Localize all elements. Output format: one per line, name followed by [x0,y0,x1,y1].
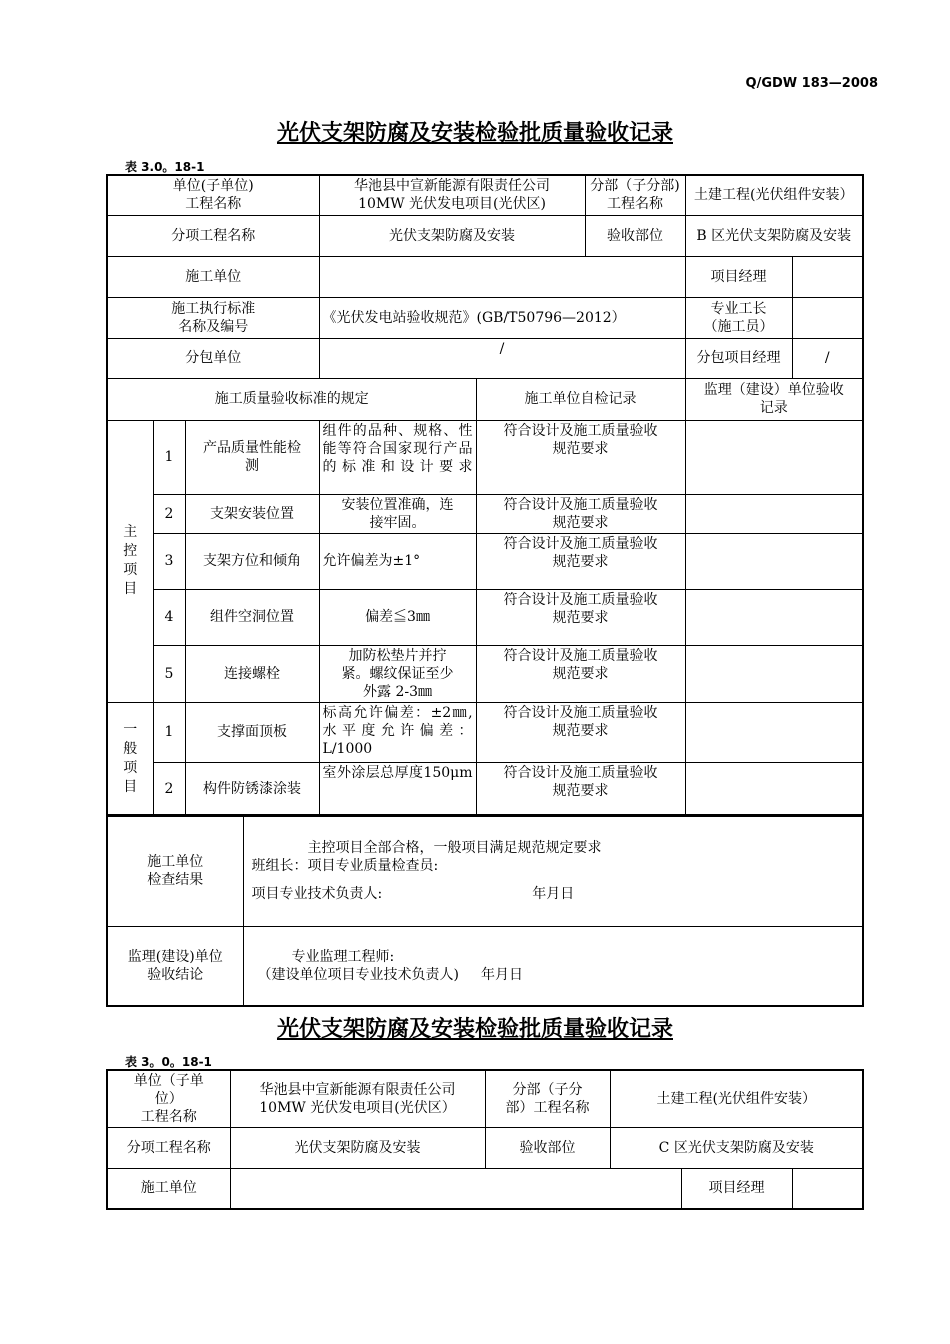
item-name: 组件空洞位置 [185,589,319,645]
std-label: 施工执行标准 名称及编号 [107,297,319,338]
inspection-record-table [106,174,864,817]
subcontractor-value: / [319,338,685,378]
item-name: 连接螺栓 [185,645,319,702]
item-no: 2 [153,494,185,533]
table-number: 表 3.0。18-1 [125,160,205,174]
unit-value: 华池县中宣新能源有限责任公司 10MW 光伏发电项目(光伏区) [319,175,585,215]
contractor-label: 施工单位 [107,1169,230,1209]
item-supervisor-record [685,762,863,816]
item-requirement: 允许偏差为±1° [319,533,476,589]
unit-label: 单位（子单 位） 工程名称 [107,1070,230,1128]
item-self-check: 符合设计及施工质量验收 规范要求 [476,533,685,589]
item-no: 3 [153,533,185,589]
head-self: 施工单位自检记录 [476,378,685,420]
conclusion-date: 年月日 [480,966,523,983]
item-supervisor-record [685,494,863,533]
sub-label: 分项工程名称 [107,215,319,256]
result-content [243,815,863,926]
unit-value: 华池县中宣新能源有限责任公司 10MW 光伏发电项目(光伏区） [230,1070,485,1128]
pm-label: 项目经理 [681,1169,792,1209]
part-label: 分部（子分 部）工程名称 [485,1070,610,1128]
item-supervisor-record [685,420,863,494]
item-self-check: 符合设计及施工质量验收 规范要求 [476,589,685,645]
item-supervisor-record [685,533,863,589]
sub-value: 光伏支架防腐及安装 [319,215,585,256]
inspection-record-table-2 [106,1069,864,1210]
item-self-check: 符合设计及施工质量验收 规范要求 [476,645,685,702]
sub-pm-label: 分包项目经理 [685,338,792,378]
item-requirement: 室外涂层总厚度150μm [319,762,476,816]
result-line-2: 班组长：项目专业质量检查员: [251,857,439,874]
pm-value [792,256,863,297]
result-date: 年月日 [532,885,575,902]
result-line-1: 主控项目全部合格，一般项目满足规范规定要求 [307,839,602,856]
item-requirement: 安装位置准确，连 接牢固。 [319,494,476,533]
item-name: 支架方位和倾角 [185,533,319,589]
sub-pm-value: / [792,338,863,378]
sub-label: 分项工程名称 [107,1128,230,1169]
result-table [106,814,864,1007]
item-requirement: 组件的品种、规格、性能等符合国家现行产品的标准和设计要求 [319,420,476,494]
item-no: 1 [153,420,185,494]
foreman-label: 专业工长 （施工员） [685,297,792,338]
unit-label: 单位(子单位) 工程名称 [107,175,319,215]
item-self-check: 符合设计及施工质量验收 规范要求 [476,762,685,816]
check-part-value: B 区光伏支架防腐及安装 [685,215,863,256]
contractor-value [319,256,685,297]
main-control-group: 主 控 项 目 [107,420,153,702]
conclusion-line-1: 专业监理工程师: [291,948,395,965]
item-name: 产品质量性能检 测 [185,420,319,494]
part-value: 土建工程(光伏组件安装） [685,175,863,215]
foreman-value [792,297,863,338]
item-requirement: 加防松垫片并拧 紧。螺纹保证至少 外露 2-3㎜ [319,645,476,702]
check-part-label: 验收部位 [585,215,685,256]
item-name: 支撑面顶板 [185,702,319,762]
item-self-check: 符合设计及施工质量验收 规范要求 [476,702,685,762]
item-requirement: 标高允许偏差：±2㎜,水平度允许偏差：L/1000 [319,702,476,762]
general-group: 一 般 项 目 [107,702,153,816]
item-supervisor-record [685,702,863,762]
pm-value [792,1169,863,1209]
page-title: 光伏支架防腐及安装检验批质量验收记录 [276,121,673,146]
table-number-2: 表 3。0。18-1 [125,1055,212,1069]
head-supervisor: 监理（建设）单位验收 记录 [685,378,863,420]
standard-code: Q/GDW 183—2008 [745,76,878,91]
item-self-check: 符合设计及施工质量验收 规范要求 [476,494,685,533]
item-no: 5 [153,645,185,702]
item-supervisor-record [685,589,863,645]
subcontractor-label: 分包单位 [107,338,319,378]
item-no: 4 [153,589,185,645]
conclusion-label: 监理(建设)单位 验收结论 [107,926,243,1006]
check-part-label: 验收部位 [485,1128,610,1169]
item-name: 支架安装位置 [185,494,319,533]
item-requirement: 偏差≦3㎜ [319,589,476,645]
item-supervisor-record [685,645,863,702]
item-no: 2 [153,762,185,816]
sub-value: 光伏支架防腐及安装 [230,1128,485,1169]
result-line-3: 项目专业技术负责人: 年月日 [251,885,575,902]
std-value: 《光伏发电站验收规范》(GB/T50796—2012） [319,297,685,338]
item-self-check: 符合设计及施工质量验收 规范要求 [476,420,685,494]
conclusion-content [243,926,863,1006]
result-label: 施工单位 检查结果 [107,815,243,926]
pm-label: 项目经理 [685,256,792,297]
head-standard: 施工质量验收标准的规定 [107,378,476,420]
page-title-2: 光伏支架防腐及安装检验批质量验收记录 [276,1017,673,1042]
conclusion-line-2: （建设单位项目专业技术负责人) 年月日 [257,966,523,983]
item-no: 1 [153,702,185,762]
contractor-label: 施工单位 [107,256,319,297]
item-name: 构件防锈漆涂装 [185,762,319,816]
part-value: 土建工程(光伏组件安装） [610,1070,863,1128]
part-label: 分部（子分部) 工程名称 [585,175,685,215]
contractor-value [230,1169,681,1209]
check-part-value: C 区光伏支架防腐及安装 [610,1128,863,1169]
